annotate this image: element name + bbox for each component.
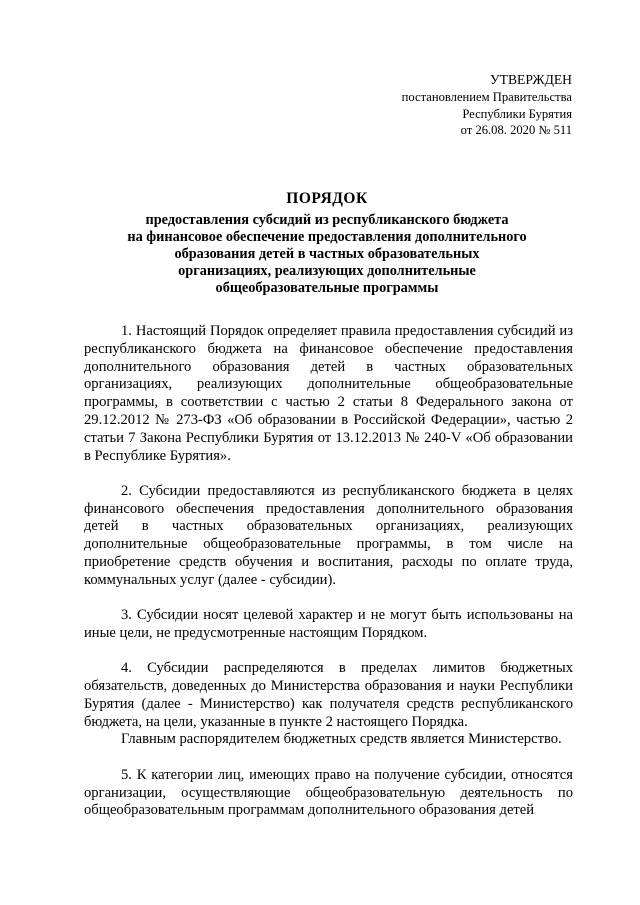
document-title: ПОРЯДОК [286, 190, 368, 207]
paragraph-5: 5. К категории лиц, имеющих право на получение субсидии, относятся организации, осуществляющие общеобразовательную деятельность по общеобразовательным программам дополнительного образования детей [84, 766, 573, 819]
approval-stamp [402, 72, 572, 139]
document-title-block [110, 190, 544, 297]
approval-line-1: постановлением Правительства [401, 89, 572, 104]
subtitle-line: образования детей в частных образовательных [174, 246, 480, 262]
document-subtitle [110, 212, 544, 297]
paragraph-4-continuation: Главным распорядителем бюджетных средств является Министерство. [121, 731, 562, 748]
subtitle-line: предоставления субсидий из республиканского бюджета [145, 212, 509, 228]
subtitle-line: общеобразовательные программы [215, 280, 439, 296]
document-body [84, 323, 573, 838]
paragraph-4: 4. Субсидии распределяются в пределах лимитов бюджетных обязательств, доведенных до Министерства образования и науки Республики Бурятия (далее - Министерство) как получателя средств республиканского бюджета, на цели, указанные в пункте 2 настоящего Порядка. [84, 660, 573, 730]
approval-heading: УТВЕРЖДЕН [490, 72, 572, 87]
approval-date-number: от 26.08. 2020 № 511 [460, 123, 572, 138]
paragraph-1: 1. Настоящий Порядок определяет правила предоставления субсидий из республиканского бюджета на финансовое обеспечение предоставления дополнительного образования детей в частных образовательных организациях, реализующих дополнительные общеобразовательные программы, в соответствии с частью 2 статьи 8 Федерального закона от 29.12.2012 № 273-ФЗ «Об образовании в Российской Федерации», частью 2 статьи 7 Закона Республики Бурятия от 13.12.2013 № 240-V «Об образовании в Республике Бурятия». [84, 323, 573, 464]
subtitle-line: на финансовое обеспечение предоставления дополнительного [127, 229, 527, 245]
paragraph-2: 2. Субсидии предоставляются из республиканского бюджета в целях финансового обеспечения предоставления дополнительного образования детей в частных образовательных организациях, реализующих дополнительные общеобразовательные программы, в том числе на приобретение средств обучения и воспитания, расходы по оплате труда, коммунальных услуг (далее - субсидии). [84, 482, 573, 588]
paragraph-3: 3. Субсидии носят целевой характер и не могут быть использованы на иные цели, не предусмотренные настоящим Порядком. [84, 607, 573, 641]
subtitle-line: организациях, реализующих дополнительные [178, 263, 476, 279]
approval-line-2: Республики Бурятия [462, 106, 572, 121]
